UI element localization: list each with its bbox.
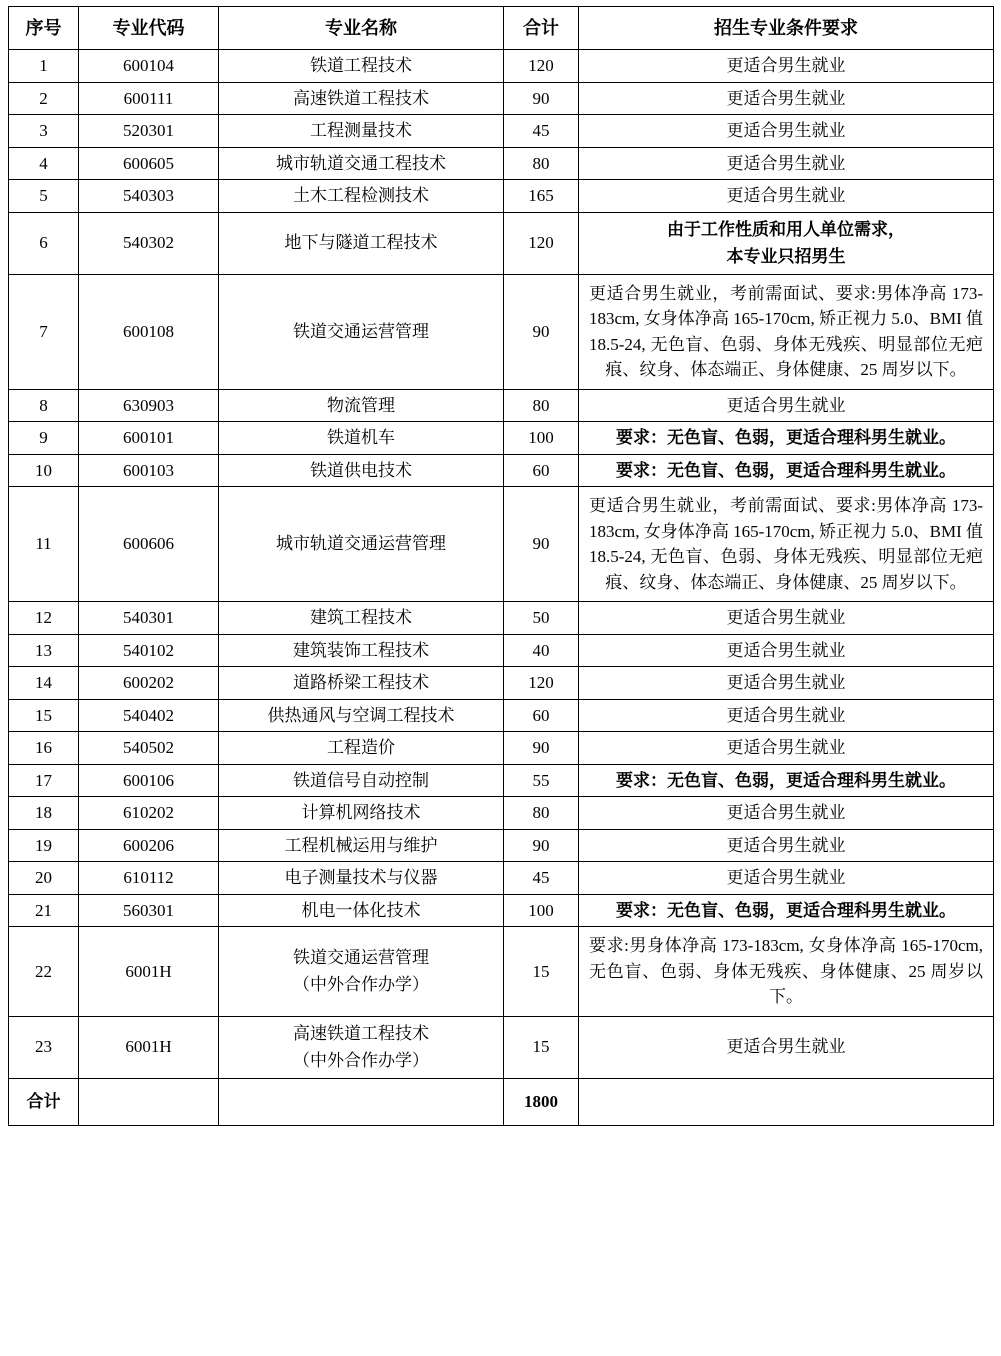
table-row [9, 487, 994, 602]
cell-requirements: 更适合男生就业 [579, 667, 994, 700]
cell-total: 120 [504, 212, 579, 274]
cell-major-name: 铁道信号自动控制 [219, 764, 504, 797]
footer-name [219, 1078, 504, 1125]
cell-seq: 14 [9, 667, 79, 700]
cell-major-code: 540502 [79, 732, 219, 765]
cell-major-name: 土木工程检测技术 [219, 180, 504, 213]
cell-total: 60 [504, 699, 579, 732]
table-row [9, 894, 994, 927]
cell-major-name: 工程测量技术 [219, 115, 504, 148]
cell-major-code: 600101 [79, 422, 219, 455]
cell-seq: 10 [9, 454, 79, 487]
table-row [9, 764, 994, 797]
cell-total: 100 [504, 894, 579, 927]
cell-total: 100 [504, 422, 579, 455]
cell-seq: 22 [9, 927, 79, 1017]
cell-major-name: 电子测量技术与仪器 [219, 862, 504, 895]
table-row [9, 389, 994, 422]
cell-seq: 6 [9, 212, 79, 274]
table-row [9, 422, 994, 455]
cell-requirements: 更适合男生就业 [579, 147, 994, 180]
cell-requirements: 更适合男生就业，考前需面试、要求:男体净高 173-183cm, 女身体净高 165-170cm, 矫正视力 5.0、BMI 值 18.5-24, 无色盲、色弱、身体无残疾、明显部位无疤痕、纹身、体态端正、身体健康、25 周岁以下。 [579, 487, 994, 602]
cell-major-code: 630903 [79, 389, 219, 422]
cell-major-code: 560301 [79, 894, 219, 927]
table-row [9, 1016, 994, 1078]
cell-total: 60 [504, 454, 579, 487]
cell-requirements: 更适合男生就业 [579, 389, 994, 422]
cell-seq: 8 [9, 389, 79, 422]
column-header-total: 合计 [504, 7, 579, 50]
cell-major-code: 600104 [79, 50, 219, 83]
cell-requirements: 更适合男生就业 [579, 862, 994, 895]
cell-major-name: 机电一体化技术 [219, 894, 504, 927]
cell-major-name: 建筑装饰工程技术 [219, 634, 504, 667]
cell-total: 80 [504, 797, 579, 830]
cell-total: 45 [504, 862, 579, 895]
cell-major-name: 物流管理 [219, 389, 504, 422]
cell-major-code: 520301 [79, 115, 219, 148]
cell-major-code: 6001H [79, 1016, 219, 1078]
cell-major-code: 600605 [79, 147, 219, 180]
cell-major-code: 610112 [79, 862, 219, 895]
cell-total: 15 [504, 1016, 579, 1078]
cell-requirements: 更适合男生就业 [579, 180, 994, 213]
cell-requirements: 更适合男生就业 [579, 115, 994, 148]
cell-seq: 4 [9, 147, 79, 180]
table-row [9, 212, 994, 274]
cell-total: 50 [504, 602, 579, 635]
table-header [9, 7, 994, 50]
cell-major-code: 6001H [79, 927, 219, 1017]
cell-major-code: 600206 [79, 829, 219, 862]
cell-major-name: 建筑工程技术 [219, 602, 504, 635]
cell-major-code: 540301 [79, 602, 219, 635]
cell-seq: 9 [9, 422, 79, 455]
cell-major-code: 540303 [79, 180, 219, 213]
cell-seq: 3 [9, 115, 79, 148]
table-row [9, 797, 994, 830]
cell-seq: 13 [9, 634, 79, 667]
cell-major-name: 高速铁道工程技术 （中外合作办学） [219, 1016, 504, 1078]
cell-total: 40 [504, 634, 579, 667]
cell-major-name: 高速铁道工程技术 [219, 82, 504, 115]
cell-major-name: 供热通风与空调工程技术 [219, 699, 504, 732]
table-row [9, 862, 994, 895]
cell-total: 45 [504, 115, 579, 148]
cell-seq: 5 [9, 180, 79, 213]
cell-requirements: 更适合男生就业 [579, 602, 994, 635]
cell-major-name: 铁道工程技术 [219, 50, 504, 83]
cell-requirements: 更适合男生就业 [579, 699, 994, 732]
cell-requirements: 更适合男生就业 [579, 829, 994, 862]
table-header-row [9, 7, 994, 50]
cell-total: 120 [504, 50, 579, 83]
column-header-seq: 序号 [9, 7, 79, 50]
table-row [9, 602, 994, 635]
cell-requirements: 要求：无色盲、色弱，更适合理科男生就业。 [579, 764, 994, 797]
table-row [9, 180, 994, 213]
cell-major-name: 道路桥梁工程技术 [219, 667, 504, 700]
cell-major-code: 540102 [79, 634, 219, 667]
cell-requirements: 要求：无色盲、色弱，更适合理科男生就业。 [579, 894, 994, 927]
table-row [9, 732, 994, 765]
majors-enrollment-table [8, 6, 994, 1126]
table-row [9, 699, 994, 732]
column-header-requirements: 招生专业条件要求 [579, 7, 994, 50]
table-row [9, 634, 994, 667]
cell-major-name: 铁道供电技术 [219, 454, 504, 487]
cell-seq: 17 [9, 764, 79, 797]
cell-major-name: 工程造价 [219, 732, 504, 765]
table-row [9, 50, 994, 83]
table-row [9, 927, 994, 1017]
table-body [9, 50, 994, 1079]
cell-requirements: 更适合男生就业 [579, 1016, 994, 1078]
cell-requirements: 要求：无色盲、色弱，更适合理科男生就业。 [579, 454, 994, 487]
table-row [9, 829, 994, 862]
table-row [9, 667, 994, 700]
footer-requirements [579, 1078, 994, 1125]
cell-requirements: 更适合男生就业 [579, 82, 994, 115]
cell-total: 90 [504, 274, 579, 389]
cell-major-name: 铁道机车 [219, 422, 504, 455]
cell-total: 165 [504, 180, 579, 213]
cell-major-code: 600108 [79, 274, 219, 389]
cell-seq: 11 [9, 487, 79, 602]
cell-seq: 2 [9, 82, 79, 115]
cell-requirements: 由于工作性质和用人单位需求， 本专业只招男生 [579, 212, 994, 274]
column-header-major-name: 专业名称 [219, 7, 504, 50]
cell-major-code: 600202 [79, 667, 219, 700]
column-header-major-code: 专业代码 [79, 7, 219, 50]
cell-major-code: 600606 [79, 487, 219, 602]
cell-total: 90 [504, 82, 579, 115]
cell-major-code: 600111 [79, 82, 219, 115]
cell-total: 120 [504, 667, 579, 700]
cell-requirements: 更适合男生就业 [579, 50, 994, 83]
cell-seq: 23 [9, 1016, 79, 1078]
cell-seq: 21 [9, 894, 79, 927]
cell-major-name: 工程机械运用与维护 [219, 829, 504, 862]
footer-code [79, 1078, 219, 1125]
cell-major-code: 600106 [79, 764, 219, 797]
cell-seq: 1 [9, 50, 79, 83]
cell-requirements: 要求：无色盲、色弱，更适合理科男生就业。 [579, 422, 994, 455]
cell-seq: 16 [9, 732, 79, 765]
cell-seq: 19 [9, 829, 79, 862]
cell-requirements: 更适合男生就业 [579, 732, 994, 765]
table-row [9, 274, 994, 389]
cell-major-name: 地下与隧道工程技术 [219, 212, 504, 274]
footer-label: 合计 [9, 1078, 79, 1125]
cell-total: 80 [504, 147, 579, 180]
cell-total: 90 [504, 732, 579, 765]
cell-requirements: 更适合男生就业 [579, 634, 994, 667]
cell-total: 80 [504, 389, 579, 422]
cell-requirements: 要求:男身体净高 173-183cm, 女身体净高 165-170cm, 无色盲、色弱、身体无残疾、身体健康、25 周岁以下。 [579, 927, 994, 1017]
cell-major-name: 城市轨道交通运营管理 [219, 487, 504, 602]
cell-major-name: 城市轨道交通工程技术 [219, 147, 504, 180]
footer-total: 1800 [504, 1078, 579, 1125]
cell-major-code: 540302 [79, 212, 219, 274]
table-footer-row [9, 1078, 994, 1125]
cell-total: 90 [504, 829, 579, 862]
table-row [9, 115, 994, 148]
cell-major-code: 600103 [79, 454, 219, 487]
table-row [9, 454, 994, 487]
table-row [9, 147, 994, 180]
cell-total: 15 [504, 927, 579, 1017]
cell-total: 55 [504, 764, 579, 797]
cell-seq: 12 [9, 602, 79, 635]
cell-seq: 15 [9, 699, 79, 732]
cell-seq: 7 [9, 274, 79, 389]
table-footer [9, 1078, 994, 1125]
cell-seq: 18 [9, 797, 79, 830]
table-row [9, 82, 994, 115]
cell-major-name: 计算机网络技术 [219, 797, 504, 830]
cell-major-code: 610202 [79, 797, 219, 830]
cell-requirements: 更适合男生就业 [579, 797, 994, 830]
cell-major-name: 铁道交通运营管理 （中外合作办学） [219, 927, 504, 1017]
cell-total: 90 [504, 487, 579, 602]
cell-seq: 20 [9, 862, 79, 895]
cell-major-name: 铁道交通运营管理 [219, 274, 504, 389]
cell-requirements: 更适合男生就业，考前需面试、要求:男体净高 173-183cm, 女身体净高 165-170cm, 矫正视力 5.0、BMI 值 18.5-24, 无色盲、色弱、身体无残疾、明显部位无疤痕、纹身、体态端正、身体健康、25 周岁以下。 [579, 274, 994, 389]
cell-major-code: 540402 [79, 699, 219, 732]
